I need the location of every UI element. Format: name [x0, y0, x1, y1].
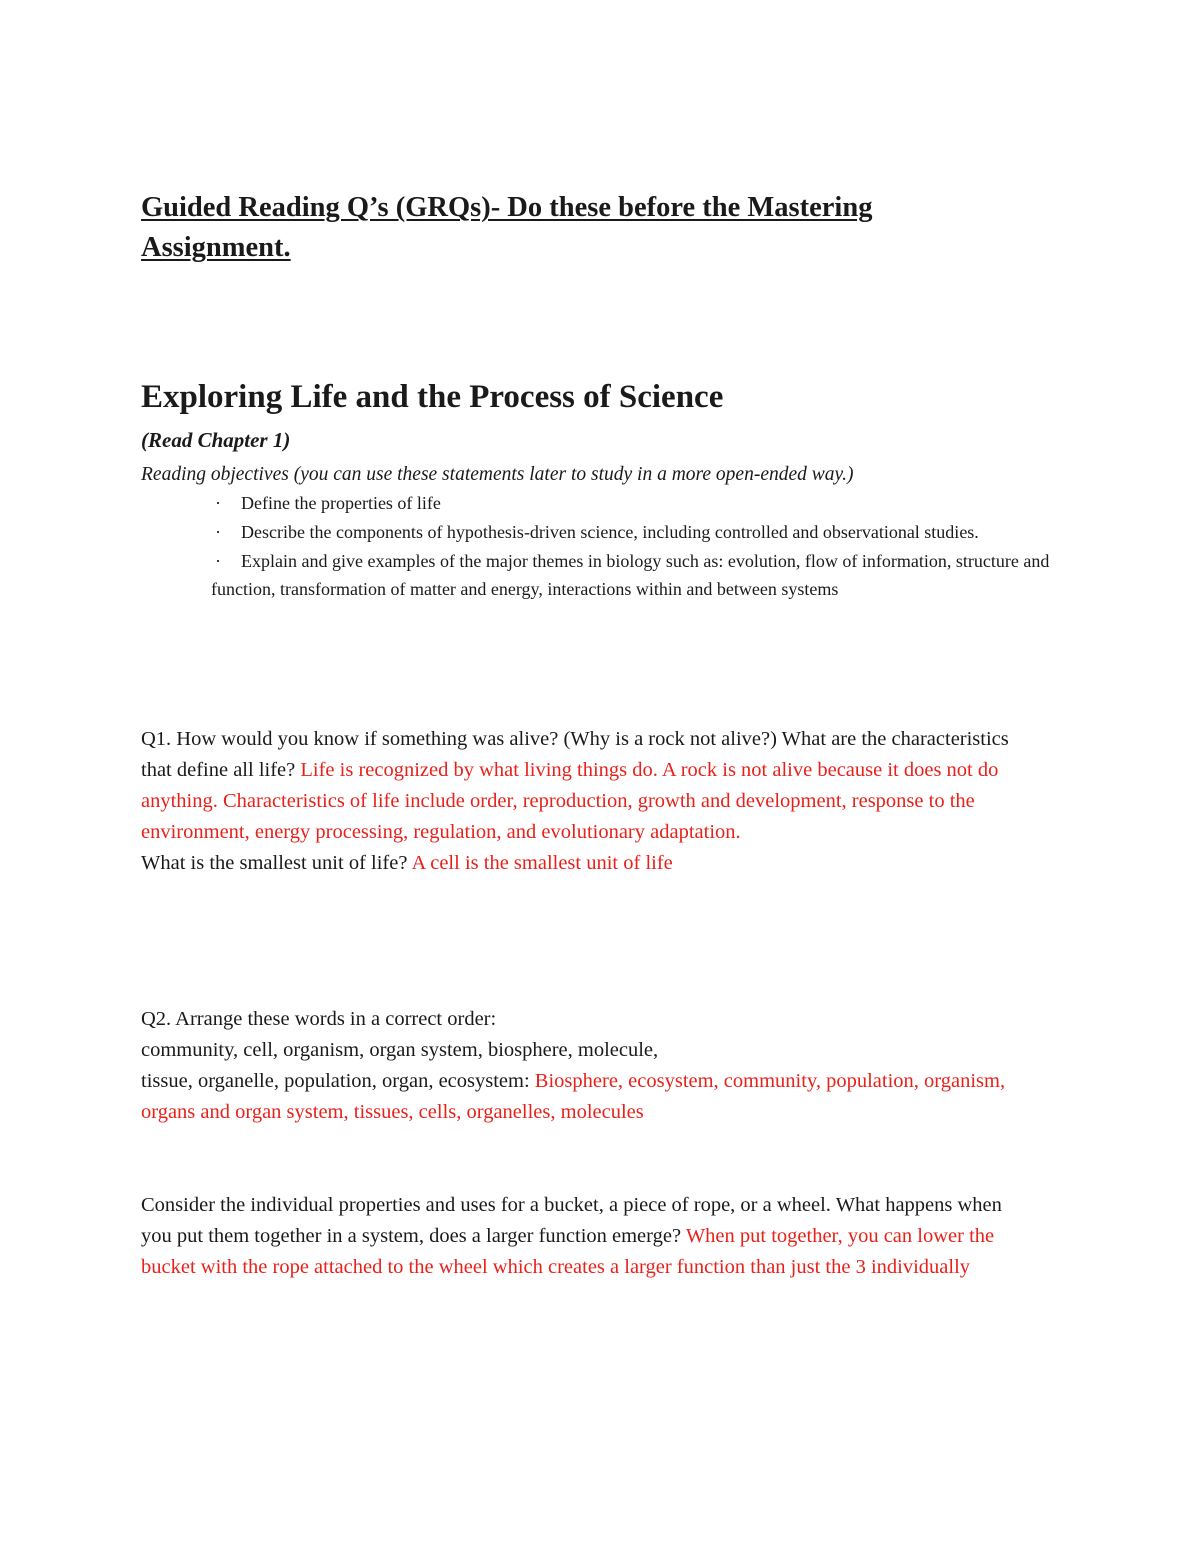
objective-item [211, 489, 1061, 518]
read-chapter-note: (Read Chapter 1) [141, 428, 291, 452]
q2-answer-text: Biosphere, ecosystem, community, population, organism, organs and organ system, tissues, cells, organelles, molecules [141, 1070, 1006, 1123]
chapter-title: Exploring Life and the Process of Science [141, 379, 724, 415]
objective-text: Describe the components of hypothesis-driven science, including controlled and observational studies. [241, 521, 979, 542]
objective-text: Explain and give examples of the major themes in biology such as: evolution, flow of information, structure and function, transformation of matter and energy, interactions within and between systems [211, 550, 1050, 600]
assignment-heading: Guided Reading Q’s (GRQs)- Do these before the Mastering Assignment. [141, 192, 873, 263]
objectives-list [211, 489, 1061, 604]
objectives-intro: Reading objectives (you can use these statements later to study in a more open-ended way.) [141, 464, 854, 485]
q1-answer-text: Life is recognized by what living things do. A rock is not alive because it does not do anything. Characteristics of life include order, reproduction, growth and development, response to the environment, energy processing, regulation, and evolutionary adaptation. [141, 759, 999, 843]
q2-words-line-1: community, cell, organism, organ system, biosphere, molecule, [141, 1039, 659, 1061]
bullet-icon: · [215, 493, 221, 513]
q3-question-text: Consider the individual properties and uses for a bucket, a piece of rope, or a wheel. What happens when you put them together in a system, does a larger function emerge? [141, 1194, 1002, 1247]
q2-prompt: Q2. Arrange these words in a correct order: [141, 1008, 497, 1030]
objective-text: Define the properties of life [241, 493, 441, 513]
objective-item [211, 547, 1061, 605]
q2-words-line-2: tissue, organelle, population, organ, ecosystem: [141, 1070, 530, 1092]
q1-question-text: Q1. How would you know if something was alive? (Why is a rock not alive?) What are the characteristics that define all life? [141, 728, 1009, 781]
q1-followup-answer: A cell is the smallest unit of life [411, 852, 673, 874]
question-2 [141, 1004, 1021, 1128]
q3-answer-text: When put together, you can lower the bucket with the rope attached to the wheel which creates a larger function than just the 3 individually [141, 1225, 995, 1278]
bullet-icon: · [215, 550, 221, 571]
objective-item [211, 518, 1061, 547]
question-1 [141, 724, 1021, 879]
bullet-icon: · [215, 521, 221, 542]
q1-followup-question: What is the smallest unit of life? [141, 852, 408, 874]
question-3 [141, 1190, 1021, 1283]
